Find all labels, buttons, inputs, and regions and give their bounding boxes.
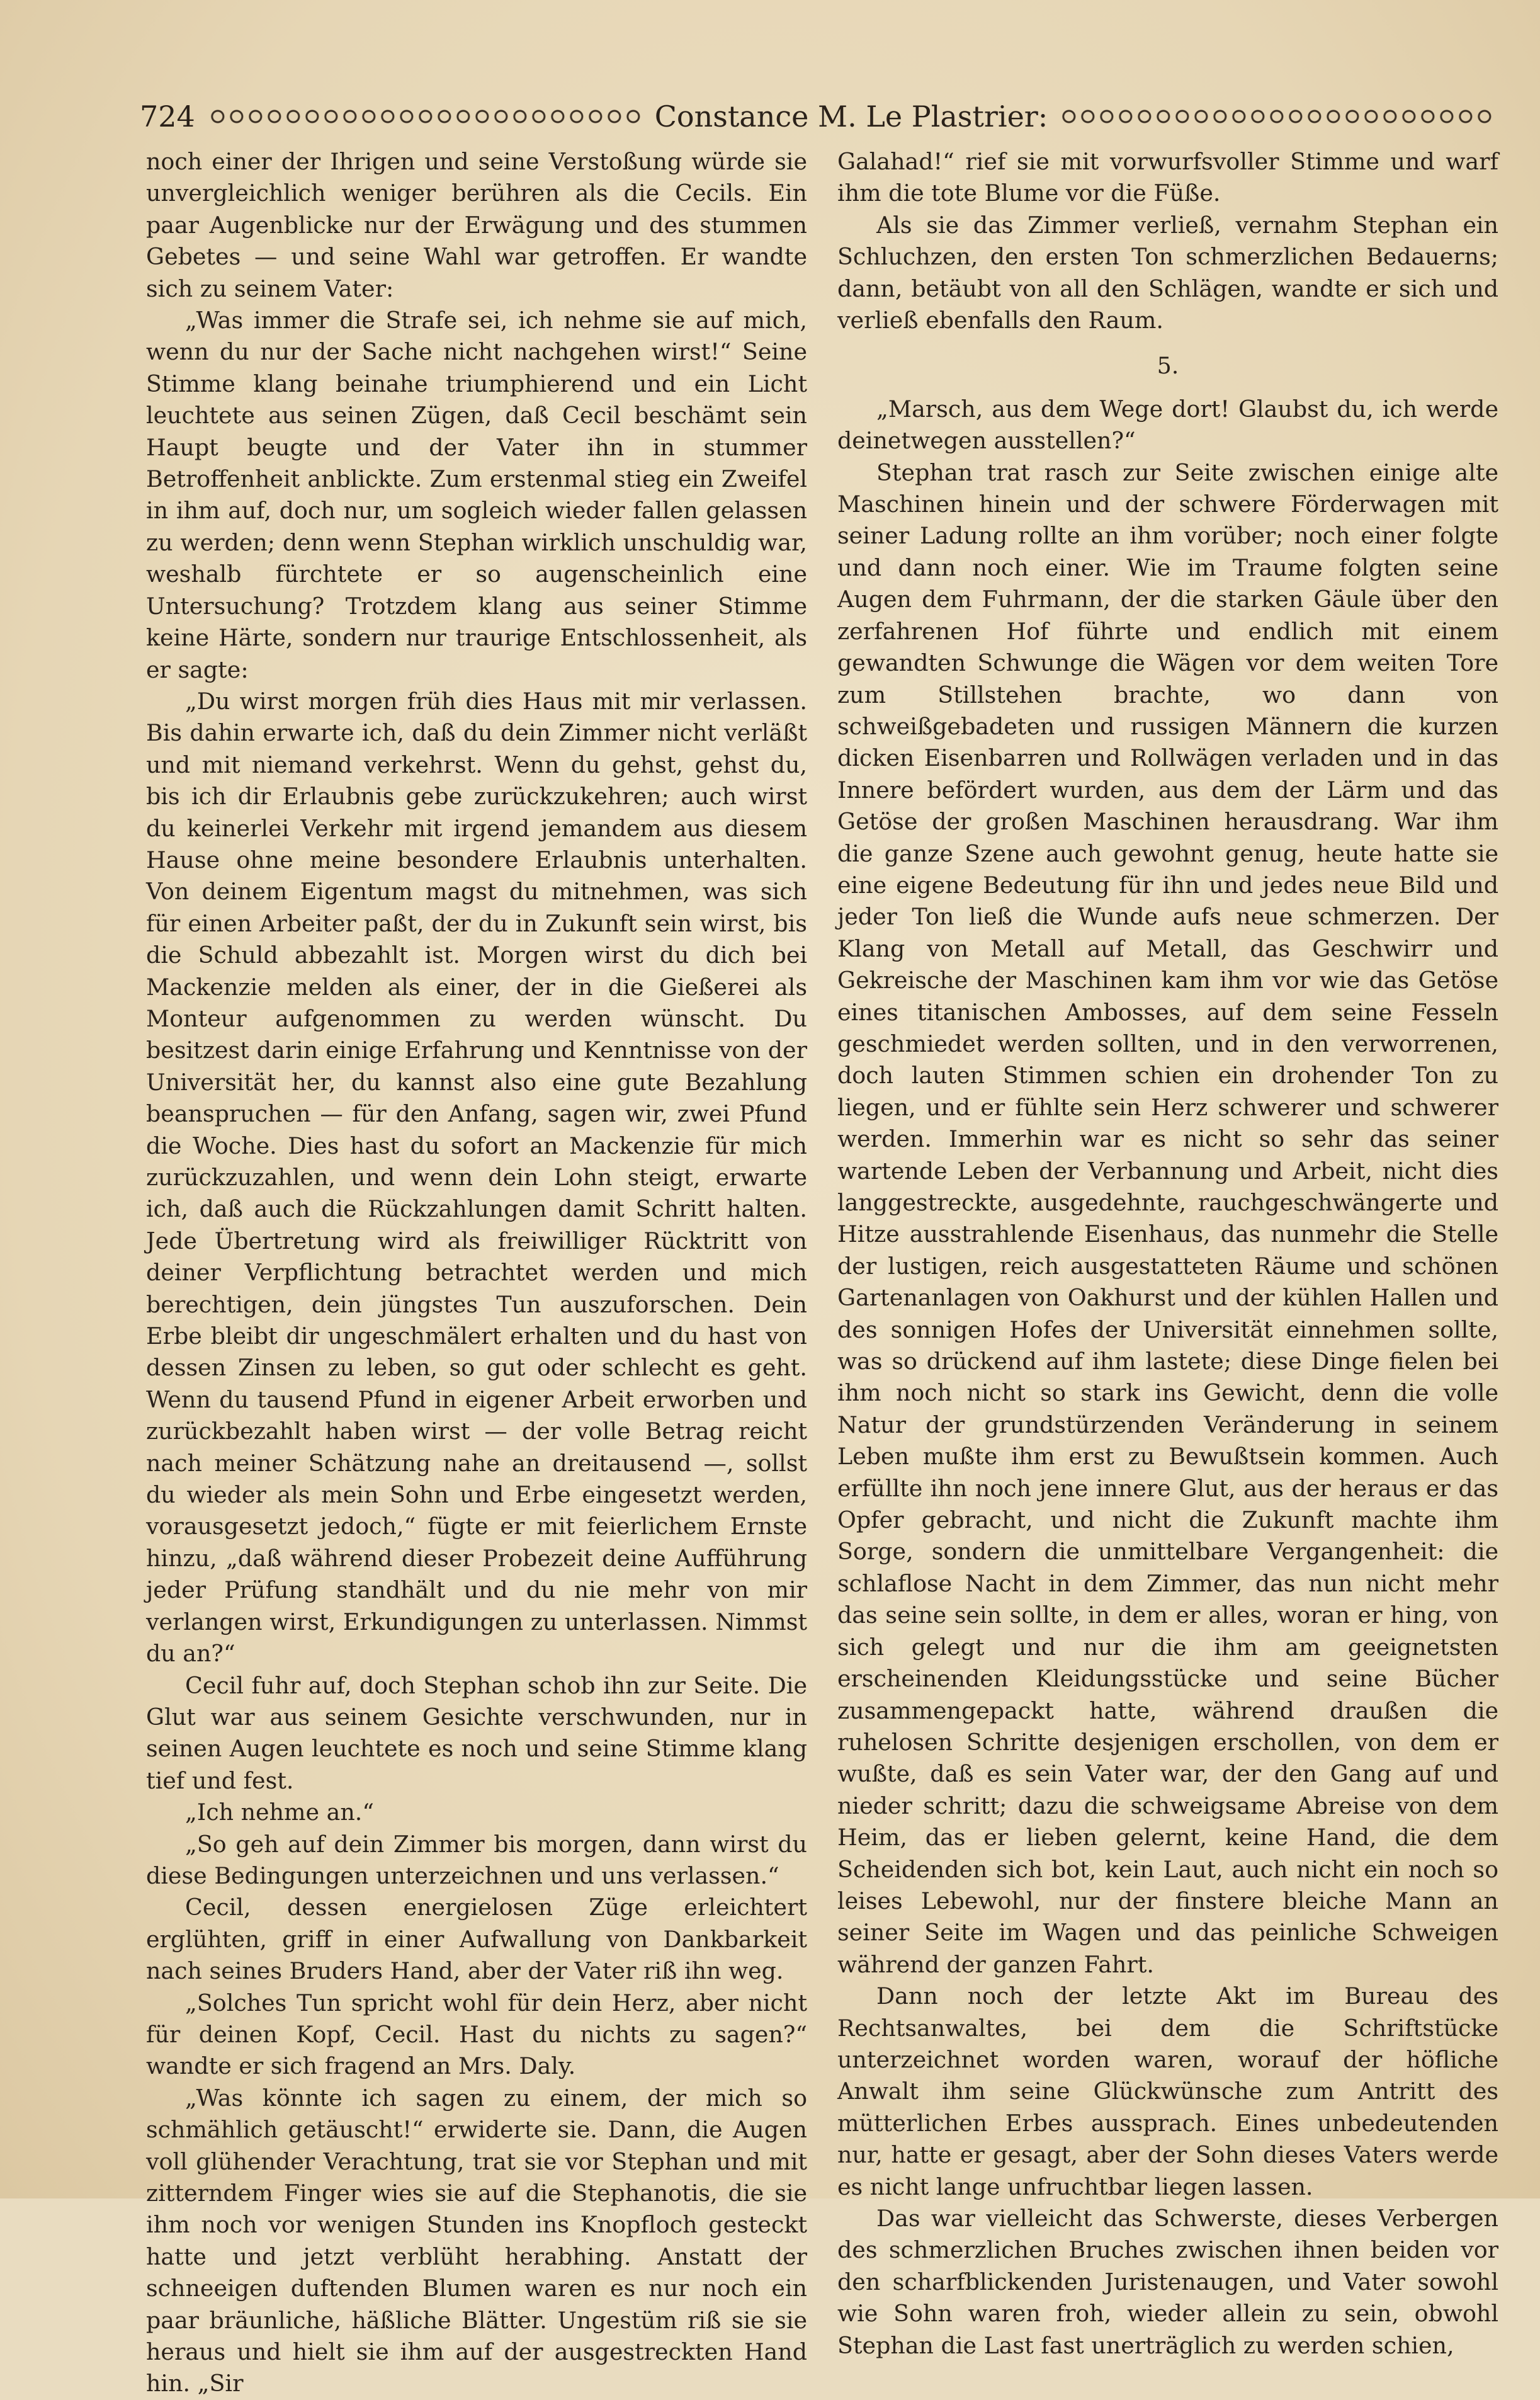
page-number: 724: [140, 100, 195, 134]
paragraph: „So geh auf dein Zimmer bis morgen, dann wirst du diese Bedingungen unterzeichnen und uns verlassen.“: [146, 1830, 807, 1889]
header-ornament-left: [209, 108, 642, 125]
paragraph: Als sie das Zimmer verließ, vernahm Stephan ein Schluchzen, den ersten Ton schmerzlichen Bedauerns; dann, betäubt von all den Schlägen, wandte er sich und verließ ebenfalls den Raum.: [837, 211, 1498, 334]
paragraph: noch einer der Ihrigen und seine Verstoßung würde sie unvergleichlich weniger berühren als die Cecils. Ein paar Augenblicke nur der Erwägung und des stummen Gebetes — und seine Wahl war getroffen. Er wandte sich zu seinem Vater:: [146, 148, 807, 302]
page-header: [140, 94, 1506, 139]
running-title: Constance M. Le Plastrier:: [654, 100, 1048, 134]
left-column: [146, 146, 807, 2397]
paragraph: Das war vielleicht das Schwerste, dieses Verbergen des schmerzlichen Bruches zwischen ihnen beiden vor den scharfblickenden Juristenaugen, und Vater sowohl wie Sohn waren froh, wieder allein zu sein, obwohl Stephan die Last fast unerträglich zu werden schien,: [837, 2205, 1498, 2359]
paragraph: Dann noch der letzte Akt im Bureau des Rechtsanwaltes, bei dem die Schriftstücke unterzeichnet worden waren, worauf der höfliche Anwalt ihm seine Glückwünsche zum Antritt des mütterlichen Erbes aussprach. Eines unbedeutenden nur, hatte er gesagt, aber der Sohn dieses Vaters werde es nicht lange unfruchtbar liegen lassen.: [837, 1982, 1498, 2200]
paragraph: „Was könnte ich sagen zu einem, der mich so schmählich getäuscht!“ erwiderte sie. Dann, die Augen voll glühender Verachtung, trat sie vor Stephan und mit zitterndem Finger wies sie auf die Stephanotis, die sie ihm noch vor wenigen Stunden ins Knopfloch gesteckt hatte und jetzt verblüht herabhing. Anstatt der schneeigen duftenden Blumen waren es nur noch ein paar bräunliche, häßliche Blätter. Ungestüm riß sie sie heraus und hielt sie ihm auf der ausgestreckten Hand hin. „Sir: [146, 2084, 807, 2397]
paragraph: „Marsch, aus dem Wege dort! Glaubst du, ich werde deinetwegen ausstellen?“: [837, 395, 1498, 455]
right-column: [837, 146, 1498, 2359]
header-ornament-right: [1060, 108, 1493, 125]
paragraph: „Was immer die Strafe sei, ich nehme sie auf mich, wenn du nur der Sache nicht nachgehen wirst!“ Seine Stimme klang beinahe triumphierend und ein Licht leuchtete aus seinen Zügen, daß Cecil beschämt sein Haupt beugte und der Vater ihn in stummer Betroffenheit anblickte. Zum erstenmal stieg ein Zweifel in ihm auf, doch nur, um sogleich wieder fallen gelassen zu werden; denn wenn Stephan wirklich unschuldig war, weshalb fürchtete er so augenscheinlich eine Untersuchung? Trotzdem klang aus seiner Stimme keine Härte, sondern nur traurige Entschlossenheit, als er sagte:: [146, 307, 807, 683]
paragraph: „Ich nehme an.“: [185, 1799, 374, 1826]
paragraph: „Solches Tun spricht wohl für dein Herz, aber nicht für deinen Kopf, Cecil. Hast du nichts zu sagen?“ wandte er sich fragend an Mrs. Daly.: [146, 1989, 807, 2080]
paragraph: Cecil fuhr auf, doch Stephan schob ihn zur Seite. Die Glut war aus seinem Gesichte verschwunden, nur in seinen Augen leuchtete es noch und seine Stimme klang tief und fest.: [146, 1671, 807, 1794]
section-number: 5.: [1157, 352, 1179, 380]
paragraph: Cecil, dessen energielosen Züge erleichtert erglühten, griff in einer Aufwallung von Dankbarkeit nach seines Bruders Hand, aber der Vater riß ihn weg.: [146, 1894, 807, 1985]
paragraph: Galahad!“ rief sie mit vorwurfsvoller Stimme und warf ihm die tote Blume vor die Füße.: [837, 148, 1498, 207]
paragraph: „Du wirst morgen früh dies Haus mit mir verlassen. Bis dahin erwarte ich, daß du dein Zimmer nicht verläßt und mit niemand verkehrst. Wenn du gehst, gehst du, bis ich dir Erlaubnis gebe zurückzukehren; auch wirst du keinerlei Verkehr mit irgend jemandem aus diesem Hause ohne meine besondere Erlaubnis unterhalten. Von deinem Eigentum magst du mitnehmen, was sich für einen Arbeiter paßt, der du in Zukunft sein wirst, bis die Schuld abbezahlt ist. Morgen wirst du dich bei Mackenzie melden als einer, der in die Gießerei als Monteur aufgenommen zu werden wünscht. Du besitzest darin einige Erfahrung und Kenntnisse von der Universität her, du kannst also eine gute Bezahlung beanspruchen — für den Anfang, sagen wir, zwei Pfund die Woche. Dies hast du sofort an Mackenzie für mich zurückzuzahlen, und wenn dein Lohn steigt, erwarte ich, daß auch die Rückzahlungen damit Schritt halten. Jede Übertretung wird als freiwilliger Rücktritt von deiner Verpflichtung betrachtet werden und mich berechtigen, dein jüngstes Tun auszuforschen. Dein Erbe bleibt dir ungeschmälert erhalten und du hast von dessen Zinsen zu leben, so gut oder schlecht es geht. Wenn du tausend Pfund in eigener Arbeit erworben und zurückbezahlt haben wirst — der volle Betrag reicht nach meiner Schätzung nahe an dreitausend —, sollst du wieder als mein Sohn und Erbe eingesetzt werden, vorausgesetzt jedoch,“ fügte er mit feierlichem Ernste hinzu, „daß während dieser Probezeit deine Aufführung jeder Prüfung standhält und du nie mehr von mir verlangen wirst, Erkundigungen zu unterlassen. Nimmst du an?“: [146, 687, 807, 1668]
paragraph: Stephan trat rasch zur Seite zwischen einige alte Maschinen hinein und der schwere Förderwagen mit seiner Ladung rollte an ihm vorüber; noch einer folgte und dann noch einer. Wie im Traume folgten seine Augen dem Fuhrmann, der die starken Gäule über den zerfahrenen Hof führte und endlich mit einem gewandten Schwunge die Wägen vor dem weiten Tore zum Stillstehen brachte, wo dann von schweißgebadeten und russigen Männern die kurzen dicken Eisenbarren und Rollwägen verladen und in das Innere befördert wurden, aus dem der Lärm und das Getöse der großen Maschinen herausdrang. War ihm die ganze Szene auch gewohnt genug, heute hatte sie eine eigene Bedeutung für ihn und jedes neue Bild und jeder Ton ließ die Wunde aufs neue schmerzen. Der Klang von Metall auf Metall, das Geschwirr und Gekreische der Maschinen kam ihm vor wie das Getöse eines titanischen Ambosses, auf dem seine Fesseln geschmiedet werden sollten, und in den verworrenen, doch lauten Stimmen schien ein drohender Ton zu liegen, und er fühlte sein Herz schwerer und schwerer werden. Immerhin war es nicht so sehr das seiner wartende Leben der Verbannung und Arbeit, nicht dies langgestreckte, ausgedehnte, rauchgeschwängerte und Hitze ausstrahlende Eisenhaus, das nunmehr die Stelle der lustigen, reich ausgestatteten Räume und schönen Gartenanlagen von Oakhurst und der kühlen Hallen und des sonnigen Hofes der Universität einnehmen sollte, was so drückend auf ihm lastete; diese Dinge fielen bei ihm noch nicht so stark ins Gewicht, denn die volle Natur der grundstürzenden Veränderung in seinem Leben mußte ihm erst zu Bewußtsein kommen. Auch erfüllte ihn noch jene innere Glut, aus der heraus er das Opfer gebracht, und nicht die Zukunft machte ihm Sorge, sondern die unmittelbare Vergangenheit: die schlaflose Nacht in dem Zimmer, das nun nicht mehr das seine sein sollte, in dem er alles, woran er hing, von sich gelegt und nur die ihm am geeignetsten erscheinenden Kleidungsstücke und seine Bücher zusammengepackt hatte, während draußen die ruhelosen Schritte desjenigen erschollen, von dem er wußte, daß es sein Vater war, der den Gang auf und nieder schritt; dazu die schweigsame Abreise von dem Heim, das er lieben gelernt, keine Hand, die dem Scheidenden sich bot, kein Laut, auch nicht ein noch so leises Lebewohl, nur der finstere bleiche Mann an seiner Seite im Wagen und das peinliche Schweigen während der ganzen Fahrt.: [837, 458, 1498, 1978]
